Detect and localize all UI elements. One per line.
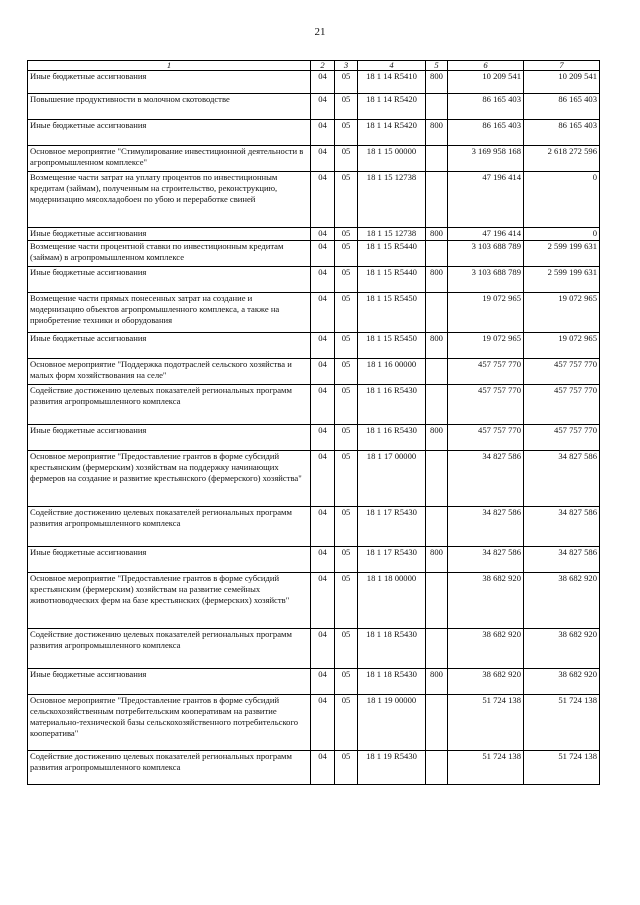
row-target-article-cell: 18 1 16 00000 [358, 359, 426, 385]
row-amount-year-1-cell: 19 072 965 [448, 293, 524, 333]
header-col-7: 7 [524, 61, 600, 71]
row-amount-year-1-cell: 3 103 688 789 [448, 241, 524, 267]
row-target-article-cell: 18 1 17 00000 [358, 451, 426, 507]
row-expense-type-cell [426, 359, 448, 385]
table-row [28, 547, 600, 573]
row-expense-type-cell [426, 507, 448, 547]
row-name-cell: Иные бюджетные ассигнования [28, 425, 311, 451]
table-row [28, 573, 600, 629]
row-section-cell: 04 [311, 359, 335, 385]
row-amount-year-2-cell: 2 599 199 631 [524, 241, 600, 267]
row-amount-year-1-cell: 34 827 586 [448, 547, 524, 573]
row-subsection-cell: 05 [335, 71, 358, 94]
row-amount-year-2-cell: 86 165 403 [524, 120, 600, 146]
row-subsection-cell: 05 [335, 333, 358, 359]
row-expense-type-cell [426, 695, 448, 751]
row-section-cell: 04 [311, 573, 335, 629]
table-row [28, 71, 600, 94]
row-subsection-cell: 05 [335, 573, 358, 629]
row-expense-type-cell [426, 146, 448, 172]
row-subsection-cell: 05 [335, 94, 358, 120]
table-row [28, 228, 600, 241]
row-target-article-cell: 18 1 19 00000 [358, 695, 426, 751]
row-subsection-cell: 05 [335, 267, 358, 293]
row-amount-year-2-cell: 457 757 770 [524, 385, 600, 425]
row-amount-year-1-cell: 3 103 688 789 [448, 267, 524, 293]
row-target-article-cell: 18 1 15 R5450 [358, 333, 426, 359]
table-row [28, 172, 600, 228]
row-subsection-cell: 05 [335, 547, 358, 573]
row-subsection-cell: 05 [335, 146, 358, 172]
table-row [28, 241, 600, 267]
row-amount-year-1-cell: 38 682 920 [448, 669, 524, 695]
row-section-cell: 04 [311, 629, 335, 669]
row-target-article-cell: 18 1 18 R5430 [358, 629, 426, 669]
row-name-cell: Содействие достижению целевых показателей региональных программ развития агропромышленного комплекса [28, 751, 311, 785]
row-section-cell: 04 [311, 385, 335, 425]
page-number: 21 [314, 26, 326, 38]
row-name-cell: Основное мероприятие "Стимулирование инвестиционной деятельности в агропромышленном комплексе" [28, 146, 311, 172]
row-amount-year-1-cell: 10 209 541 [448, 71, 524, 94]
row-amount-year-2-cell: 38 682 920 [524, 573, 600, 629]
header-col-5: 5 [426, 61, 448, 71]
row-target-article-cell: 18 1 14 R5420 [358, 120, 426, 146]
table-row [28, 94, 600, 120]
row-name-cell: Основное мероприятие "Предоставление грантов в форме субсидий сельскохозяйственным потребительским кооперативам на развитие материально-технической базы сельскохозяйственного потребительского кооператива" [28, 695, 311, 751]
table-row [28, 146, 600, 172]
row-amount-year-2-cell: 19 072 965 [524, 293, 600, 333]
table-header-row [28, 61, 600, 71]
row-amount-year-2-cell: 2 599 199 631 [524, 267, 600, 293]
row-section-cell: 04 [311, 507, 335, 547]
row-expense-type-cell [426, 751, 448, 785]
table-row [28, 267, 600, 293]
row-amount-year-2-cell: 457 757 770 [524, 425, 600, 451]
row-amount-year-1-cell: 51 724 138 [448, 695, 524, 751]
row-subsection-cell: 05 [335, 172, 358, 228]
row-name-cell: Содействие достижению целевых показателей региональных программ развития агропромышленного комплекса [28, 629, 311, 669]
row-expense-type-cell [426, 293, 448, 333]
row-amount-year-1-cell: 457 757 770 [448, 425, 524, 451]
row-target-article-cell: 18 1 14 R5420 [358, 94, 426, 120]
row-name-cell: Основное мероприятие "Предоставление грантов в форме субсидий крестьянским (фермерским) хозяйствам на развитие семейных животноводческих ферм на базе крестьянских (фермерских) хозяйств" [28, 573, 311, 629]
row-name-cell: Иные бюджетные ассигнования [28, 547, 311, 573]
budget-table [27, 60, 600, 785]
row-target-article-cell: 18 1 15 12738 [358, 228, 426, 241]
table-row [28, 293, 600, 333]
row-target-article-cell: 18 1 18 00000 [358, 573, 426, 629]
row-name-cell: Основное мероприятие "Предоставление грантов в форме субсидий крестьянским (фермерским) хозяйствам на поддержку начинающих фермеров на создание и развитие крестьянского (фермерского) хозяйства" [28, 451, 311, 507]
row-expense-type-cell [426, 385, 448, 425]
row-section-cell: 04 [311, 172, 335, 228]
table-body [28, 71, 600, 785]
row-expense-type-cell [426, 573, 448, 629]
row-amount-year-1-cell: 19 072 965 [448, 333, 524, 359]
row-amount-year-2-cell: 51 724 138 [524, 751, 600, 785]
row-amount-year-2-cell: 86 165 403 [524, 94, 600, 120]
table-row [28, 669, 600, 695]
row-expense-type-cell [426, 94, 448, 120]
row-subsection-cell: 05 [335, 695, 358, 751]
row-expense-type-cell: 800 [426, 267, 448, 293]
row-expense-type-cell: 800 [426, 71, 448, 94]
row-section-cell: 04 [311, 547, 335, 573]
row-section-cell: 04 [311, 120, 335, 146]
row-section-cell: 04 [311, 695, 335, 751]
row-target-article-cell: 18 1 16 R5430 [358, 425, 426, 451]
row-target-article-cell: 18 1 18 R5430 [358, 669, 426, 695]
row-expense-type-cell [426, 241, 448, 267]
row-subsection-cell: 05 [335, 359, 358, 385]
table-row [28, 695, 600, 751]
row-amount-year-2-cell: 2 618 272 596 [524, 146, 600, 172]
row-amount-year-1-cell: 38 682 920 [448, 573, 524, 629]
row-name-cell: Иные бюджетные ассигнования [28, 267, 311, 293]
row-amount-year-1-cell: 86 165 403 [448, 94, 524, 120]
row-amount-year-1-cell: 38 682 920 [448, 629, 524, 669]
row-amount-year-1-cell: 47 196 414 [448, 172, 524, 228]
row-section-cell: 04 [311, 669, 335, 695]
row-amount-year-1-cell: 457 757 770 [448, 385, 524, 425]
table-row [28, 359, 600, 385]
row-subsection-cell: 05 [335, 425, 358, 451]
row-amount-year-2-cell: 0 [524, 228, 600, 241]
row-subsection-cell: 05 [335, 669, 358, 695]
header-col-2: 2 [311, 61, 335, 71]
row-amount-year-2-cell: 19 072 965 [524, 333, 600, 359]
row-subsection-cell: 05 [335, 507, 358, 547]
row-subsection-cell: 05 [335, 293, 358, 333]
row-expense-type-cell: 800 [426, 228, 448, 241]
row-target-article-cell: 18 1 15 R5450 [358, 293, 426, 333]
row-amount-year-1-cell: 86 165 403 [448, 120, 524, 146]
row-expense-type-cell: 800 [426, 547, 448, 573]
row-name-cell: Иные бюджетные ассигнования [28, 333, 311, 359]
row-amount-year-2-cell: 38 682 920 [524, 669, 600, 695]
row-subsection-cell: 05 [335, 120, 358, 146]
row-expense-type-cell: 800 [426, 120, 448, 146]
row-amount-year-1-cell: 3 169 958 168 [448, 146, 524, 172]
header-col-3: 3 [335, 61, 358, 71]
table-row [28, 629, 600, 669]
row-section-cell: 04 [311, 241, 335, 267]
row-section-cell: 04 [311, 425, 335, 451]
row-name-cell: Основное мероприятие "Поддержка подотраслей сельского хозяйства и малых форм хозяйствования на селе" [28, 359, 311, 385]
table-row [28, 751, 600, 785]
row-amount-year-1-cell: 34 827 586 [448, 451, 524, 507]
row-name-cell: Иные бюджетные ассигнования [28, 71, 311, 94]
table-row [28, 333, 600, 359]
row-expense-type-cell [426, 629, 448, 669]
row-expense-type-cell: 800 [426, 425, 448, 451]
row-expense-type-cell [426, 451, 448, 507]
row-section-cell: 04 [311, 146, 335, 172]
row-name-cell: Возмещение части затрат на уплату процентов по инвестиционным кредитам (займам), полученным на строительство, реконструкцию, модернизацию мясохладобоен по убою и переработке свиней [28, 172, 311, 228]
row-target-article-cell: 18 1 15 R5440 [358, 267, 426, 293]
row-amount-year-2-cell: 51 724 138 [524, 695, 600, 751]
row-name-cell: Возмещение части процентной ставки по инвестиционным кредитам (займам) в агропромышленном комплексе [28, 241, 311, 267]
table-row [28, 507, 600, 547]
header-col-1: 1 [28, 61, 311, 71]
row-subsection-cell: 05 [335, 629, 358, 669]
row-target-article-cell: 18 1 15 12738 [358, 172, 426, 228]
row-subsection-cell: 05 [335, 385, 358, 425]
row-section-cell: 04 [311, 94, 335, 120]
row-subsection-cell: 05 [335, 241, 358, 267]
row-section-cell: 04 [311, 267, 335, 293]
table-row [28, 385, 600, 425]
row-name-cell: Возмещение части прямых понесенных затрат на создание и модернизацию объектов агропромышленного комплекса, а также на приобретение техники и оборудования [28, 293, 311, 333]
row-section-cell: 04 [311, 228, 335, 241]
row-amount-year-2-cell: 34 827 586 [524, 507, 600, 547]
row-expense-type-cell: 800 [426, 669, 448, 695]
row-name-cell: Содействие достижению целевых показателей региональных программ развития агропромышленного комплекса [28, 507, 311, 547]
row-subsection-cell: 05 [335, 751, 358, 785]
row-name-cell: Иные бюджетные ассигнования [28, 669, 311, 695]
row-section-cell: 04 [311, 71, 335, 94]
row-section-cell: 04 [311, 451, 335, 507]
row-target-article-cell: 18 1 17 R5430 [358, 547, 426, 573]
row-amount-year-2-cell: 34 827 586 [524, 451, 600, 507]
row-amount-year-1-cell: 457 757 770 [448, 359, 524, 385]
row-section-cell: 04 [311, 751, 335, 785]
row-target-article-cell: 18 1 15 00000 [358, 146, 426, 172]
row-amount-year-2-cell: 457 757 770 [524, 359, 600, 385]
row-amount-year-2-cell: 10 209 541 [524, 71, 600, 94]
row-name-cell: Повышение продуктивности в молочном скотоводстве [28, 94, 311, 120]
header-col-6: 6 [448, 61, 524, 71]
row-target-article-cell: 18 1 19 R5430 [358, 751, 426, 785]
row-expense-type-cell: 800 [426, 333, 448, 359]
row-amount-year-1-cell: 47 196 414 [448, 228, 524, 241]
row-target-article-cell: 18 1 14 R5410 [358, 71, 426, 94]
row-target-article-cell: 18 1 15 R5440 [358, 241, 426, 267]
row-amount-year-2-cell: 38 682 920 [524, 629, 600, 669]
row-expense-type-cell [426, 172, 448, 228]
row-target-article-cell: 18 1 17 R5430 [358, 507, 426, 547]
row-subsection-cell: 05 [335, 451, 358, 507]
row-name-cell: Содействие достижению целевых показателей региональных программ развития агропромышленного комплекса [28, 385, 311, 425]
row-amount-year-1-cell: 51 724 138 [448, 751, 524, 785]
row-section-cell: 04 [311, 333, 335, 359]
row-amount-year-1-cell: 34 827 586 [448, 507, 524, 547]
table-row [28, 451, 600, 507]
row-subsection-cell: 05 [335, 228, 358, 241]
row-name-cell: Иные бюджетные ассигнования [28, 120, 311, 146]
row-amount-year-2-cell: 0 [524, 172, 600, 228]
row-amount-year-2-cell: 34 827 586 [524, 547, 600, 573]
header-col-4: 4 [358, 61, 426, 71]
table-row [28, 120, 600, 146]
table-row [28, 425, 600, 451]
row-name-cell: Иные бюджетные ассигнования [28, 228, 311, 241]
row-target-article-cell: 18 1 16 R5430 [358, 385, 426, 425]
row-section-cell: 04 [311, 293, 335, 333]
